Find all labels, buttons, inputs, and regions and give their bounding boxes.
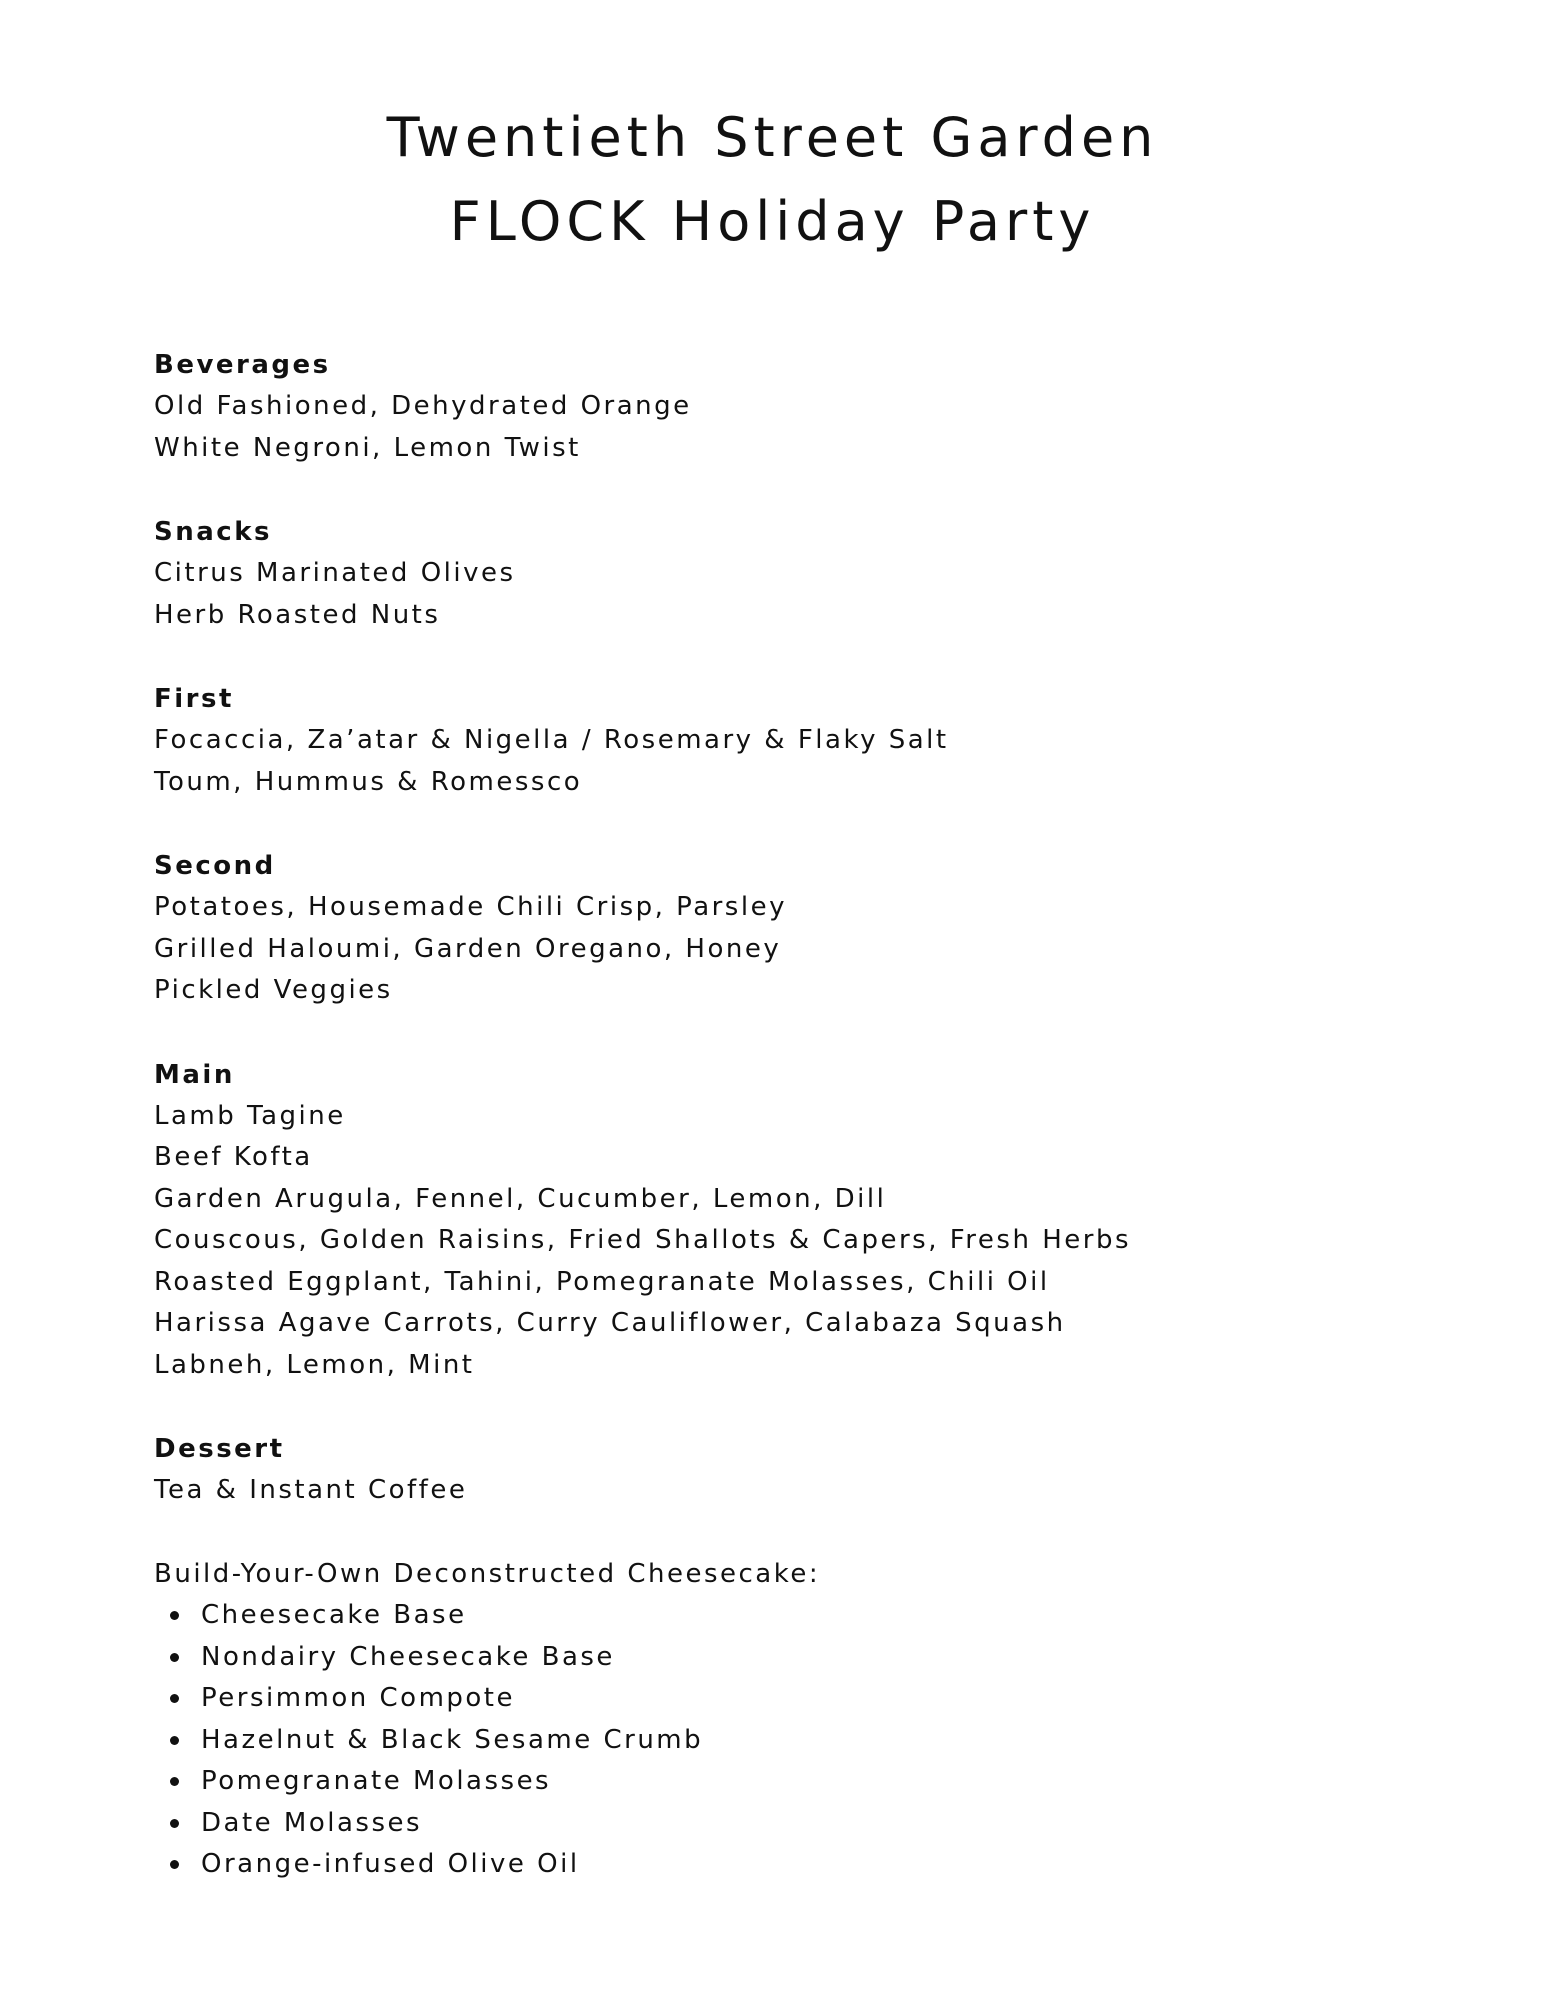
menu-item: Old Fashioned, Dehydrated Orange [154,391,692,421]
menu-body [154,344,1454,1886]
menu-item: Toum, Hummus & Romessco [154,766,583,797]
bullet-icon [170,1819,179,1828]
section-main [154,1054,1454,1387]
menu-item: Lamb Tagine [154,1100,346,1131]
section-first [154,678,1454,803]
menu-item: Citrus Marinated Olives [154,558,516,588]
section-dessert [154,1428,1454,1512]
section-heading: Dessert [154,1434,285,1464]
menu-item: White Negroni, Lemon Twist [154,432,581,463]
bullet-icon [170,1653,179,1662]
menu-item: Roasted Eggplant, Tahini, Pomegranate Molasses, Chili Oil [154,1266,1050,1297]
list-item-label: Date Molasses [201,1807,423,1838]
bullet-icon [170,1860,179,1869]
bullet-icon [170,1611,179,1620]
section-heading: First [154,684,234,714]
list-item-label: Nondairy Cheesecake Base [201,1641,615,1672]
menu-item: Potatoes, Housemade Chili Crisp, Parsley [154,892,787,922]
list-item-label: Hazelnut & Black Sesame Crumb [201,1724,704,1755]
section-heading: Beverages [154,350,331,380]
title-block [0,96,1545,264]
cheesecake-intro: Build-Your-Own Deconstructed Cheesecake: [154,1558,821,1589]
section-snacks [154,511,1454,636]
menu-item: Grilled Haloumi, Garden Oregano, Honey [154,933,782,964]
menu-item: Harissa Agave Carrots, Curry Cauliflower, Calabaza Squash [154,1308,1066,1338]
section-second [154,845,1454,1012]
bullet-icon [170,1777,179,1786]
menu-item: Herb Roasted Nuts [154,599,441,630]
list-item [154,1803,1454,1845]
list-item-label: Pomegranate Molasses [201,1766,552,1796]
menu-item: Couscous, Golden Raisins, Fried Shallots & Capers, Fresh Herbs [154,1225,1131,1255]
bullet-icon [170,1694,179,1703]
list-item [154,1761,1454,1803]
page-title-line-2: FLOCK Holiday Party [449,190,1096,253]
menu-item: Labneh, Lemon, Mint [154,1349,475,1380]
list-item [154,1844,1454,1886]
section-heading: Main [154,1059,235,1090]
list-item [154,1637,1454,1679]
list-item [154,1678,1454,1720]
list-item-label: Persimmon Compote [201,1683,516,1713]
menu-item: Focaccia, Za’atar & Nigella / Rosemary & Flaky Salt [154,725,949,755]
list-item-label: Cheesecake Base [201,1600,467,1630]
page-title-line-1: Twentieth Street Garden [386,106,1159,169]
menu-item: Tea & Instant Coffee [154,1475,468,1505]
cheesecake-list [154,1595,1454,1886]
menu-item: Pickled Veggies [154,975,393,1005]
list-item-label: Orange-infused Olive Oil [201,1849,580,1879]
menu-item: Garden Arugula, Fennel, Cucumber, Lemon, Dill [154,1183,887,1214]
section-heading: Second [154,851,276,881]
bullet-icon [170,1736,179,1745]
section-heading: Snacks [154,517,272,547]
list-item [154,1595,1454,1637]
section-beverages [154,344,1454,469]
menu-item: Beef Kofta [154,1142,313,1172]
list-item [154,1720,1454,1762]
cheesecake-block [154,1554,1454,1886]
